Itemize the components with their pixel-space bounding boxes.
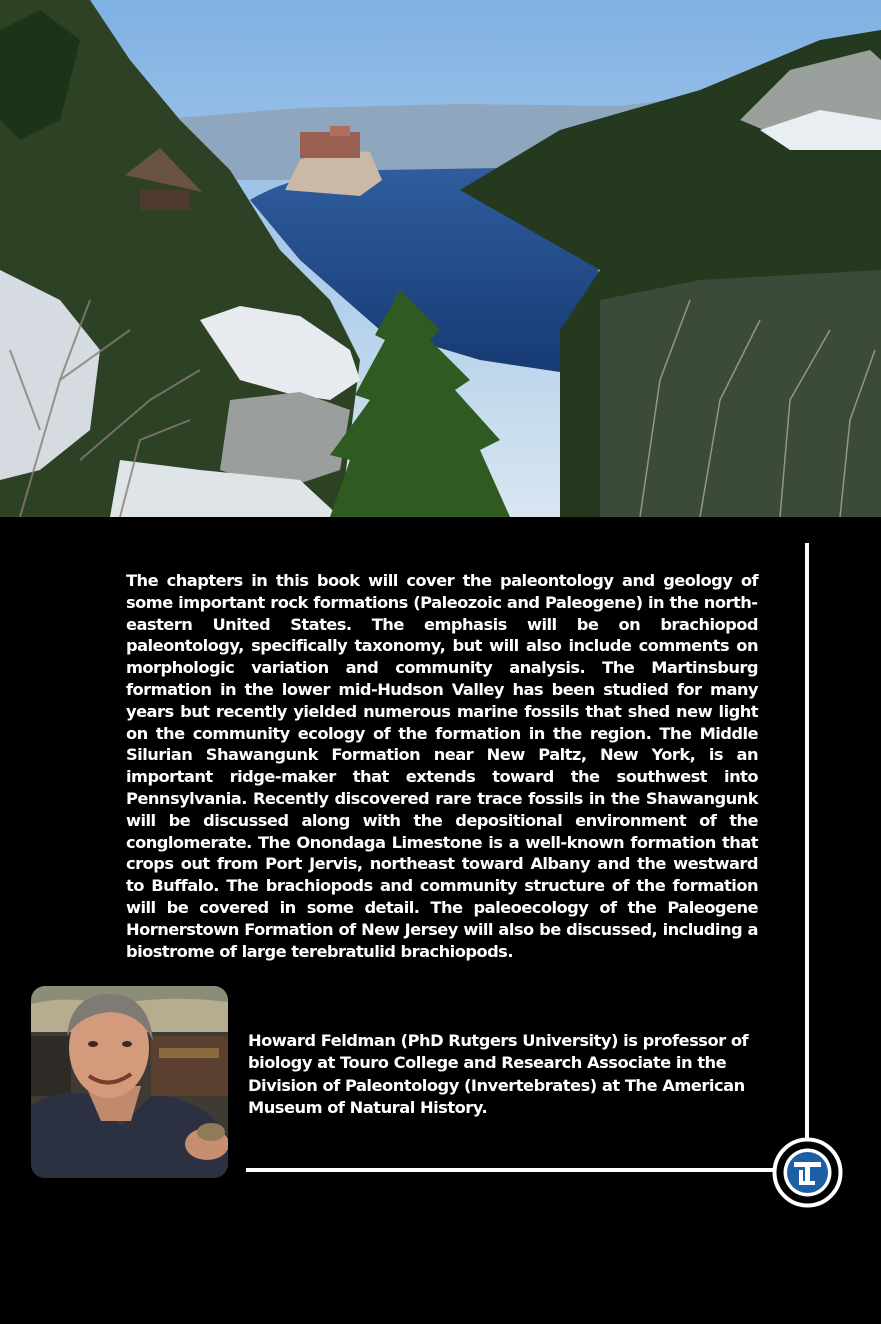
publisher-logo-icon xyxy=(772,1137,843,1208)
author-portrait-icon xyxy=(31,986,228,1178)
author-bio: Howard Feldman (PhD Rutgers University) is professor of biology at Touro College and Research Associate in the Division of Paleontology (Invertebrates) at The American Museum of Natural History. xyxy=(248,1031,749,1117)
publisher-logo xyxy=(772,1137,843,1208)
book-description: The chapters in this book will cover the paleontology and geology of some important rock formations (Paleozoic and Paleogene) in the northeastern United States. The emphasis will be on brachiopod paleontology, specifically taxonomy, but will also include comments on morphologic variation and community analysis. The Martinsburg formation in the lower mid-Hudson Valley has been studied for many years but recently yielded numerous marine fossils that shed new light on the community ecology of the formation in the region. The Middle Silurian Shawangunk Formation near New Paltz, New York, is an important ridge-maker that extends toward the southwest into Pennsylvania. Recently discovered rare trace fossils in the Shawangunk will be discussed along with the depositional environment of the conglomerate. The Onondaga Limestone is a well-known formation that crops out from Port Jervis, northeast toward Albany and the westward to Buffalo. The brachiopods and community structure of the formation will be covered in some detail. The paleoecology of the Paleogene Hornerstown Formation of New Jersey will also be discussed, including a biostrome of large terebratulid brachiopods. xyxy=(126,571,758,961)
author-photo xyxy=(31,986,228,1178)
horizontal-rule xyxy=(246,1168,776,1172)
cover-photo xyxy=(0,0,881,517)
vertical-rule xyxy=(805,543,809,1140)
